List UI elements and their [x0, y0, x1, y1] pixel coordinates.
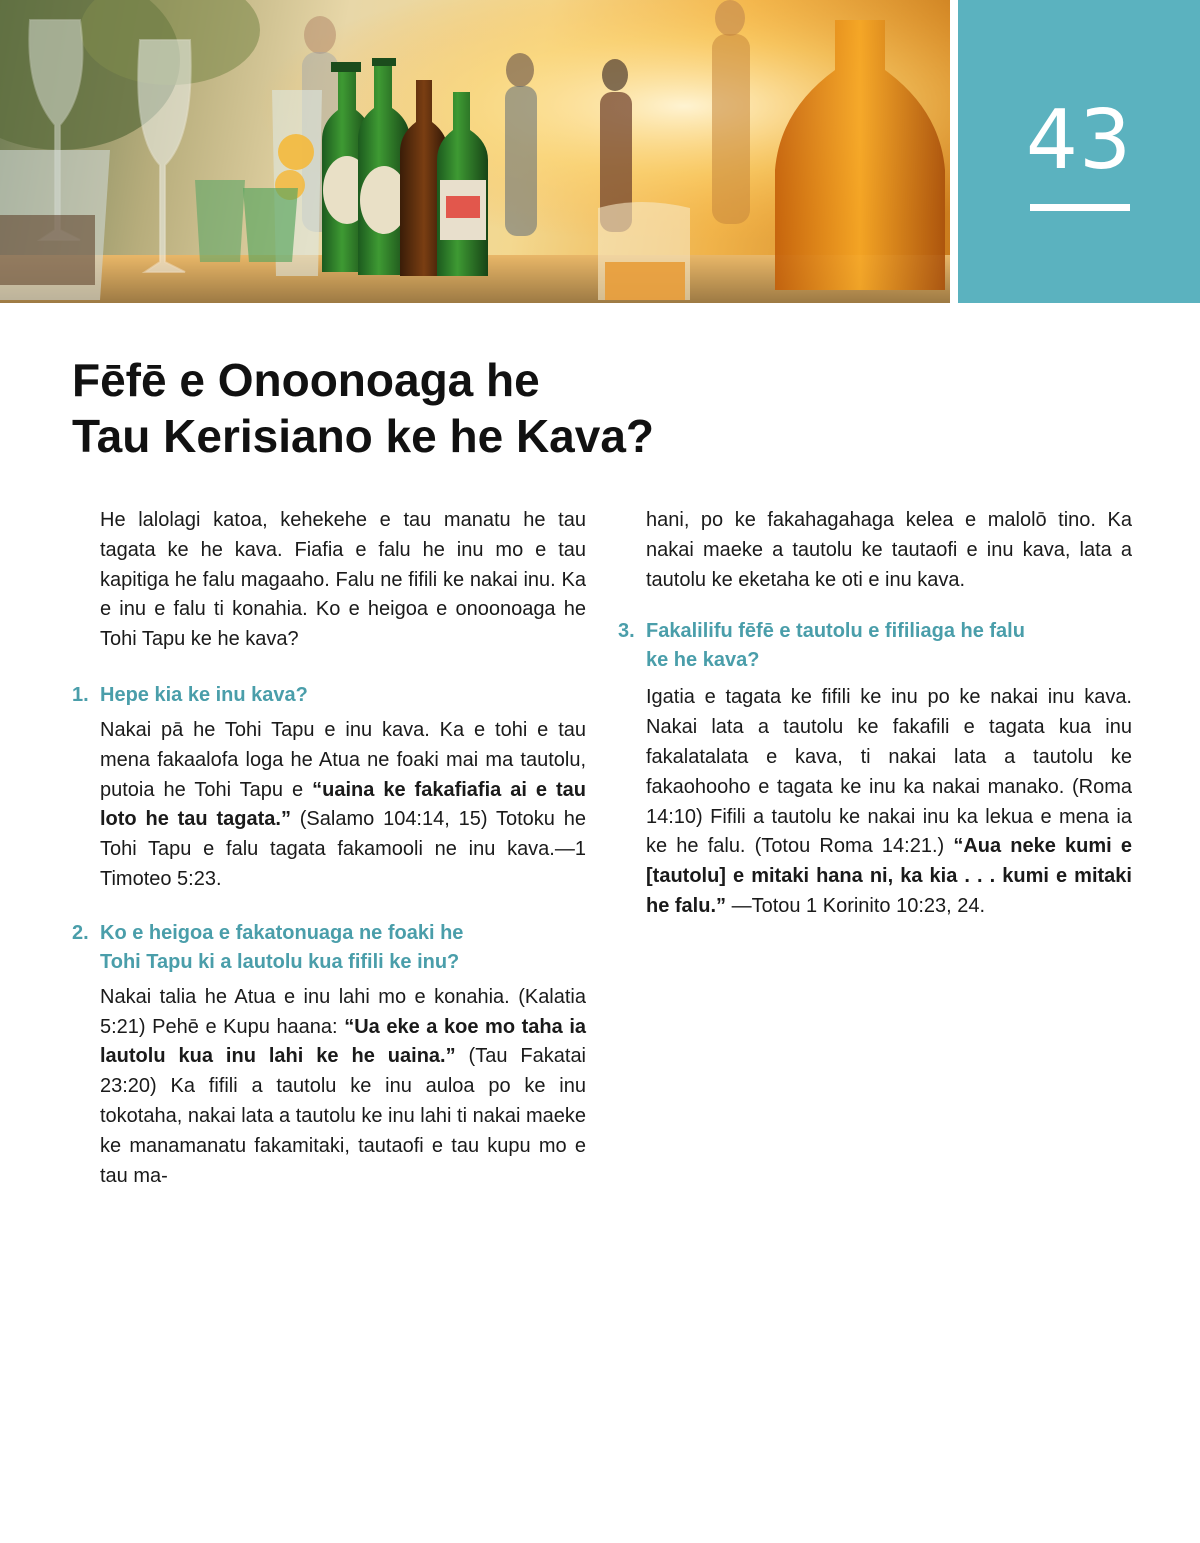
q1-quote: “uaina ke fakafiafia ai e tau loto he tau tagata.” [100, 778, 587, 831]
question-1-heading [72, 681, 586, 710]
question-3-number: 3. [618, 620, 635, 643]
question-2-text [100, 919, 586, 977]
page-title-line2: Tau Kerisiano ke he Kava? [72, 410, 655, 462]
drinks-party-photo [0, 0, 950, 303]
q1-text-a: Nakai pā he Tohi Tapu e inu kava. Ka e tohi e tau mena fakaalofa loga he Atua ne foaki mai ma tautolu, putoia he Tohi Tapu e [100, 718, 586, 801]
lesson-number: 43 [1025, 93, 1133, 188]
lesson-number-underline [1030, 204, 1130, 211]
question-1-number: 1. [72, 683, 89, 706]
right-column [618, 506, 1132, 922]
question-2-number: 2. [72, 921, 89, 944]
question-1-paragraph [100, 716, 586, 895]
question-3-line1: Fakalilifu fēfē e tautolu e fifiliaga he falu [646, 620, 1025, 643]
question-3-text [646, 617, 1132, 675]
q2-text-a: Nakai talia he Atua e inu lahi mo e konahia. (Kalatia 5:21) Pehē e Kupu haana: [100, 985, 586, 1038]
question-2-line1: Ko e heigoa e fakatonuaga ne foaki he [100, 921, 464, 944]
question-2-paragraph-continued: hani, po ke fakahagahaga kelea e malolō tino. Ka nakai maeke a tautolu ke tautaofi e inu kava, lata a tautolu ke eketaha ke oti e inu kava. [646, 509, 1132, 591]
q2-text-b: (Tau Fakatai 23:20) Ka fifili a tautolu ke inu auloa po ke inu tokotaha, nakai lata a tautolu ke inu lahi ti nakai maeke ke manamanatu fakamitaki, tautaofi e tau kupu mo e tau ma- [100, 1045, 587, 1187]
question-3-line2: ke he kava? [646, 649, 760, 672]
question-2-paragraph [100, 983, 586, 1192]
page-title-line1: Fēfē e Onoonoaga he [72, 354, 540, 406]
question-2-line2: Tohi Tapu ki a lautolu kua fifili ke inu? [100, 950, 460, 973]
q1-text-b: (Salamo 104:14, 15) Totoku he Tohi Tapu e falu tagata fakamooli ne inu kava.—1 Timoteo 5:23. [100, 808, 586, 890]
q3-text-a: Igatia e tagata ke fifili ke inu po ke nakai inu kava. Nakai lata a tautolu ke fakafili e tagata kua inu fakalatalata e kava, ti nakai lata a tautolu ke fakaohooho e tagata ke inu ka nakai manako. (Roma 14:10) Fifili a tautolu ke nakai inu ka lekua e mena ia ke he falu. (Totou Roma 14:21.) [646, 686, 1132, 858]
question-3-heading [618, 617, 1132, 675]
lesson-number-box [958, 0, 1200, 303]
q3-text-b: —Totou 1 Korinito 10:23, 24. [726, 894, 986, 917]
question-3-paragraph [646, 683, 1132, 921]
left-column [72, 506, 586, 1191]
question-2-heading [72, 919, 586, 977]
page-title [72, 352, 872, 464]
header-photo [0, 0, 950, 303]
question-1-text: Hepe kia ke inu kava? [100, 683, 308, 706]
q2-quote: “Ua eke a koe mo taha ia lautolu kua inu lahi ke he uaina.” [100, 1015, 586, 1068]
q3-quote: “Aua neke kumi e [tautolu] e mitaki hana ni, ka kia . . . kumi e mitaki he falu.” [646, 835, 1132, 917]
intro-paragraph: He lalolagi katoa, kehekehe e tau manatu he tau tagata ke he kava. Fiafia e falu he inu mo e tau kapitiga he falu magaaho. Falu ne fifili ke nakai inu. Ka e inu e falu ti konahia. Ko e heigoa e onoonoaga he Tohi Tapu ke he kava? [100, 509, 586, 651]
